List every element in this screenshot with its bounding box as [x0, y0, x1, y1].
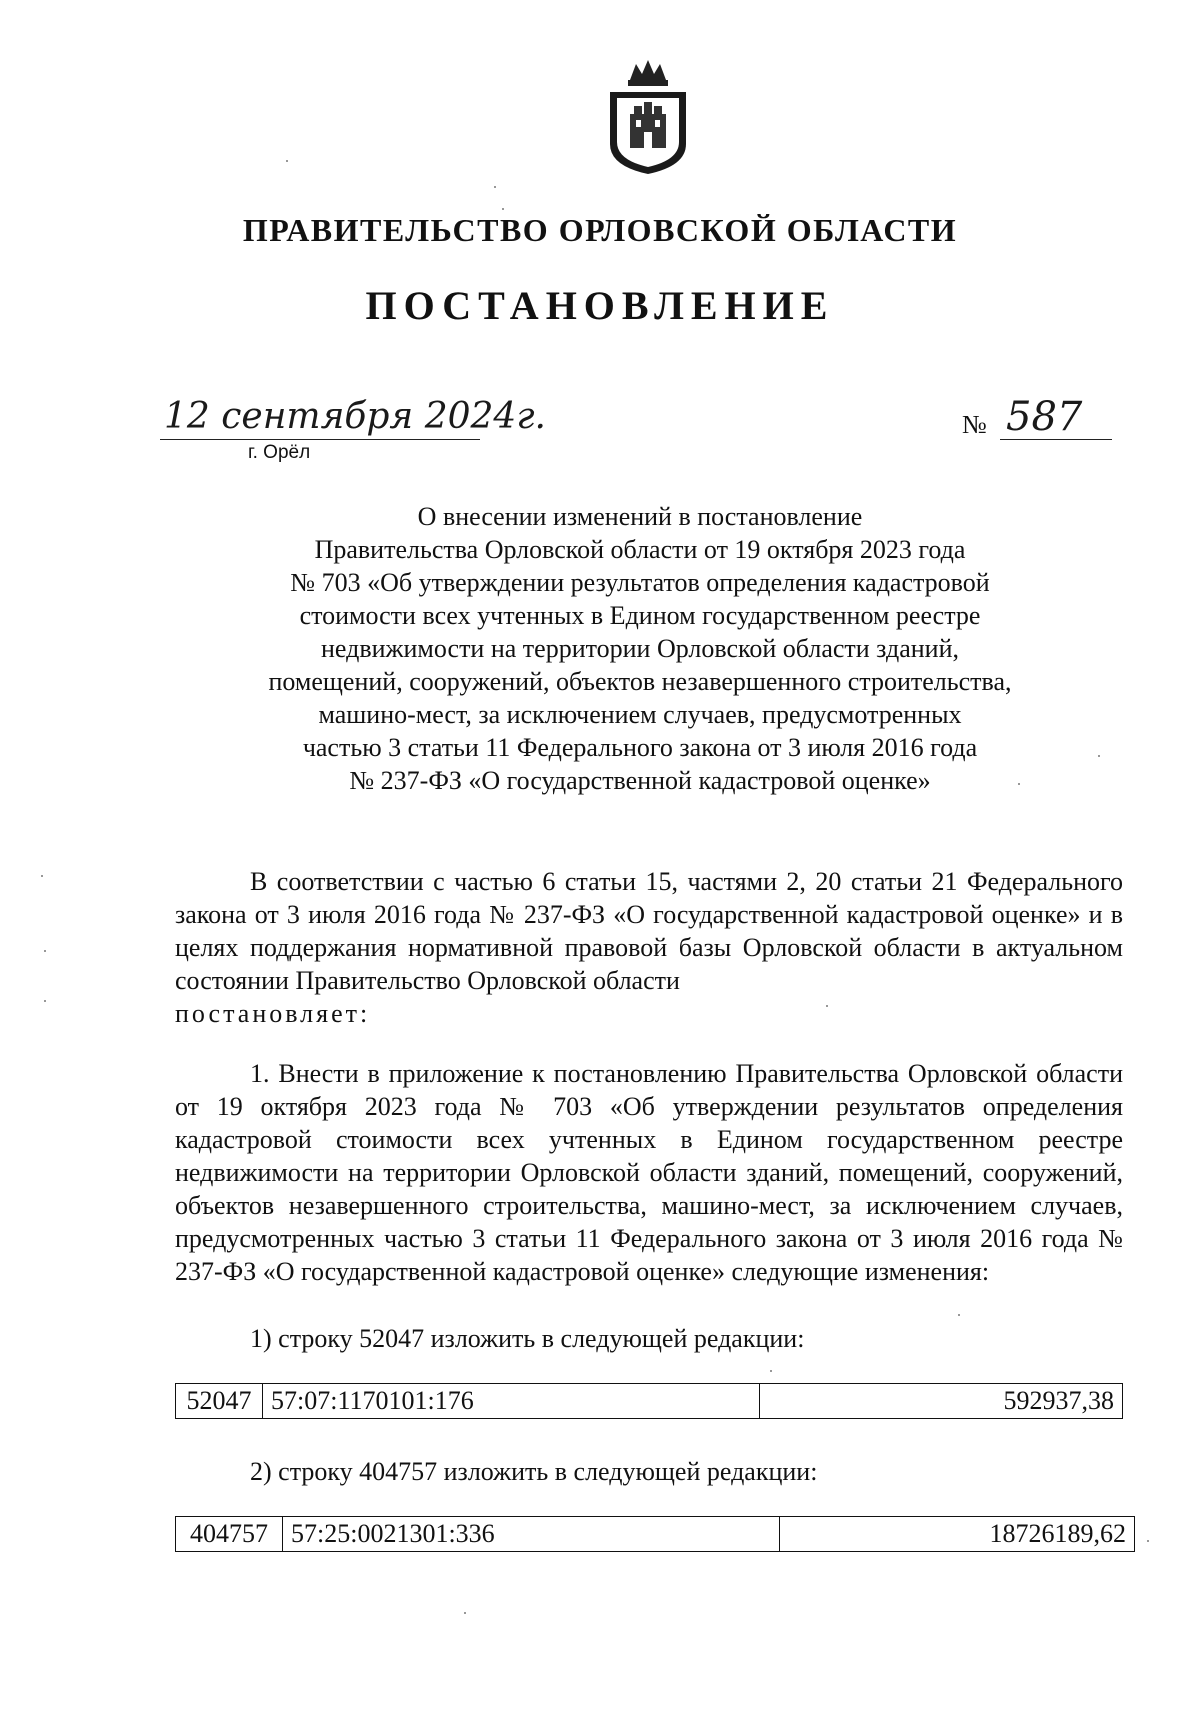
- preamble-text: В соответствии с частью 6 статьи 15, частями 2, 20 статьи 21 Федерального закона от 3 июля 2016 года № 237-ФЗ «О государственной кадастровой оценке» и в целях поддержания нормативной правовой базы Орловской области в актуальном состоянии Правительство Орловской области: [175, 867, 1123, 995]
- subitem-1-paragraph: 1) строку 52047 изложить в следующей редакции:: [250, 1324, 805, 1353]
- handwritten-number: [1002, 388, 1102, 440]
- item-1-paragraph: 1. Внести в приложение к постановлению Правительства Орловской области от 19 октября 2023 года № 703 «Об утверждении результатов определения кадастровой стоимости всех учтенных в Едином государственном реестре недвижимости на территории Орловской области зданий, помещений, сооружений, объектов незавершенного строительства, машино-мест, за исключением случаев, предусмотренных частью 3 статьи 11 Федерального закона от 3 июля 2016 года № 237-ФЗ «О государственной кадастровой оценке» следующие изменения:: [175, 1059, 1123, 1286]
- city-label: г. Орёл: [248, 442, 311, 463]
- date-underline: [160, 439, 480, 440]
- row-number-cell: 404757: [176, 1517, 283, 1552]
- registry-row-table-2: [175, 1516, 1135, 1552]
- row-number-cell: 52047: [176, 1384, 263, 1419]
- svg-text:12 сентября 2024г.: 12 сентября 2024г.: [164, 396, 546, 437]
- handwritten-date: [160, 384, 546, 444]
- subject-line: недвижимости на территории Орловской области зданий,: [321, 634, 959, 663]
- number-underline: [1000, 439, 1112, 440]
- cadastral-value-cell: 592937,38: [760, 1384, 1123, 1419]
- subject-line: № 237-ФЗ «О государственной кадастровой оценке»: [349, 766, 931, 795]
- subject-line: Правительства Орловской области от 19 октября 2023 года: [314, 535, 966, 564]
- table-row: [176, 1384, 1123, 1419]
- number-sign: №: [962, 410, 987, 439]
- organization-title: ПРАВИТЕЛЬСТВО ОРЛОВСКОЙ ОБЛАСТИ: [242, 212, 958, 248]
- document-subject: [210, 500, 1070, 797]
- document-type-title: ПОСТАНОВЛЕНИЕ: [365, 283, 835, 328]
- subject-line: стоимости всех учтенных в Едином государственном реестре: [299, 601, 981, 630]
- coat-of-arms-emblem: [600, 58, 696, 178]
- table-row: [176, 1517, 1135, 1552]
- svg-text:587: 587: [1006, 394, 1083, 440]
- preamble-paragraph: [175, 865, 1123, 1030]
- registry-row-table-1: [175, 1383, 1123, 1419]
- subject-line: О внесении изменений в постановление: [417, 502, 863, 531]
- cadastral-value-cell: 18726189,62: [780, 1517, 1135, 1552]
- subject-line: машино-мест, за исключением случаев, предусмотренных: [318, 700, 962, 729]
- cadastral-number-cell: 57:25:0021301:336: [283, 1517, 780, 1552]
- subitem-2-paragraph: 2) строку 404757 изложить в следующей редакции:: [250, 1457, 818, 1486]
- resolves-word: постановляет:: [175, 999, 371, 1028]
- subject-line: помещений, сооружений, объектов незавершенного строительства,: [268, 667, 1012, 696]
- subject-line: частью 3 статьи 11 Федерального закона от 3 июля 2016 года: [302, 733, 978, 762]
- subject-line: № 703 «Об утверждении результатов определения кадастровой: [290, 568, 990, 597]
- cadastral-number-cell: 57:07:1170101:176: [263, 1384, 760, 1419]
